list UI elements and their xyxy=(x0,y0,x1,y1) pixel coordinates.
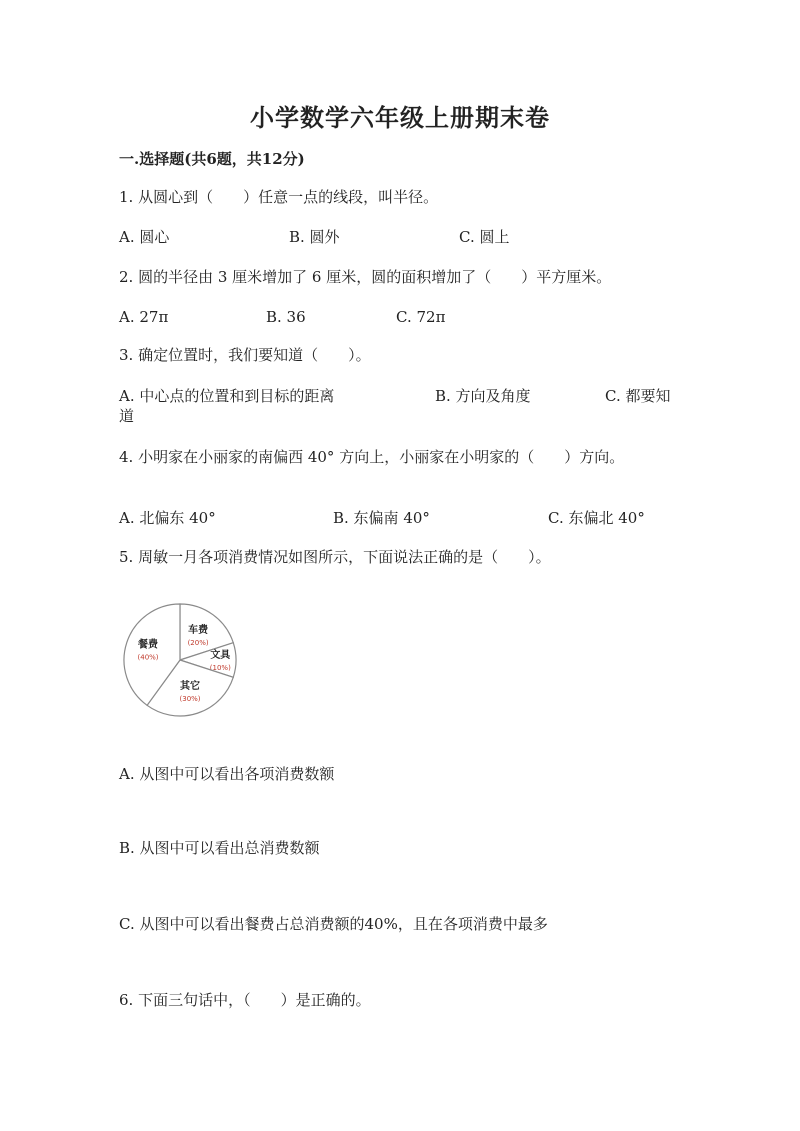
question-5-option-c[interactable]: C. 从图中可以看出餐费占总消费额的40%，且在各项消费中最多 xyxy=(119,915,548,933)
question-5-option-a[interactable]: A. 从图中可以看出各项消费数额 xyxy=(119,765,335,783)
question-4-stem: 4. 小明家在小丽家的南偏西 40° 方向上，小丽家在小明家的（ ）方向。 xyxy=(119,448,625,466)
page-title: 小学数学六年级上册期末卷 xyxy=(250,103,550,132)
question-4-option-a[interactable]: A. 北偏东 40° xyxy=(119,509,216,527)
section-heading: 一.选择题(共6题，共12分) xyxy=(119,150,305,168)
question-2-stem: 2. 圆的半径由 3 厘米增加了 6 厘米，圆的面积增加了（ ）平方厘米。 xyxy=(119,268,612,286)
question-6-stem: 6. 下面三句话中，（ ）是正确的。 xyxy=(119,991,371,1009)
pie-label-0: 车费 xyxy=(188,625,209,637)
pie-label-2: 其它 xyxy=(180,680,201,692)
question-1-option-b[interactable]: B. 圆外 xyxy=(289,228,340,246)
question-5-option-b[interactable]: B. 从图中可以看出总消费数额 xyxy=(119,839,320,857)
question-2-option-c[interactable]: C. 72π xyxy=(396,308,446,326)
question-3-stem: 3. 确定位置时，我们要知道（ ）。 xyxy=(119,346,371,364)
question-5-stem: 5. 周敏一月各项消费情况如图所示，下面说法正确的是（ ）。 xyxy=(119,548,551,566)
question-2-option-b[interactable]: B. 36 xyxy=(266,308,306,326)
question-1-stem: 1. 从圆心到（ ）任意一点的线段，叫半径。 xyxy=(119,188,439,206)
question-1-option-c[interactable]: C. 圆上 xyxy=(459,228,510,246)
pie-value-label-3: (40%) xyxy=(137,653,159,662)
question-4-option-b[interactable]: B. 东偏南 40° xyxy=(333,509,430,527)
question-3-option-c[interactable]: C. 都要知道 xyxy=(119,387,671,425)
spending-pie-chart xyxy=(118,601,242,719)
pie-value-label-1: (10%) xyxy=(209,664,231,672)
pie-label-1: 文具 xyxy=(210,650,231,661)
question-1-option-a[interactable]: A. 圆心 xyxy=(119,228,170,246)
pie-value-label-2: (30%) xyxy=(179,694,201,703)
question-2-option-a[interactable]: A. 27π xyxy=(119,308,169,326)
pie-label-3: 餐费 xyxy=(138,639,159,651)
question-3-option-a[interactable]: A. 中心点的位置和到目标的距离 xyxy=(119,387,335,405)
question-3-option-b[interactable]: B. 方向及角度 xyxy=(435,387,531,405)
pie-value-label-0: (20%) xyxy=(187,639,209,648)
question-4-option-c[interactable]: C. 东偏北 40° xyxy=(548,509,645,527)
